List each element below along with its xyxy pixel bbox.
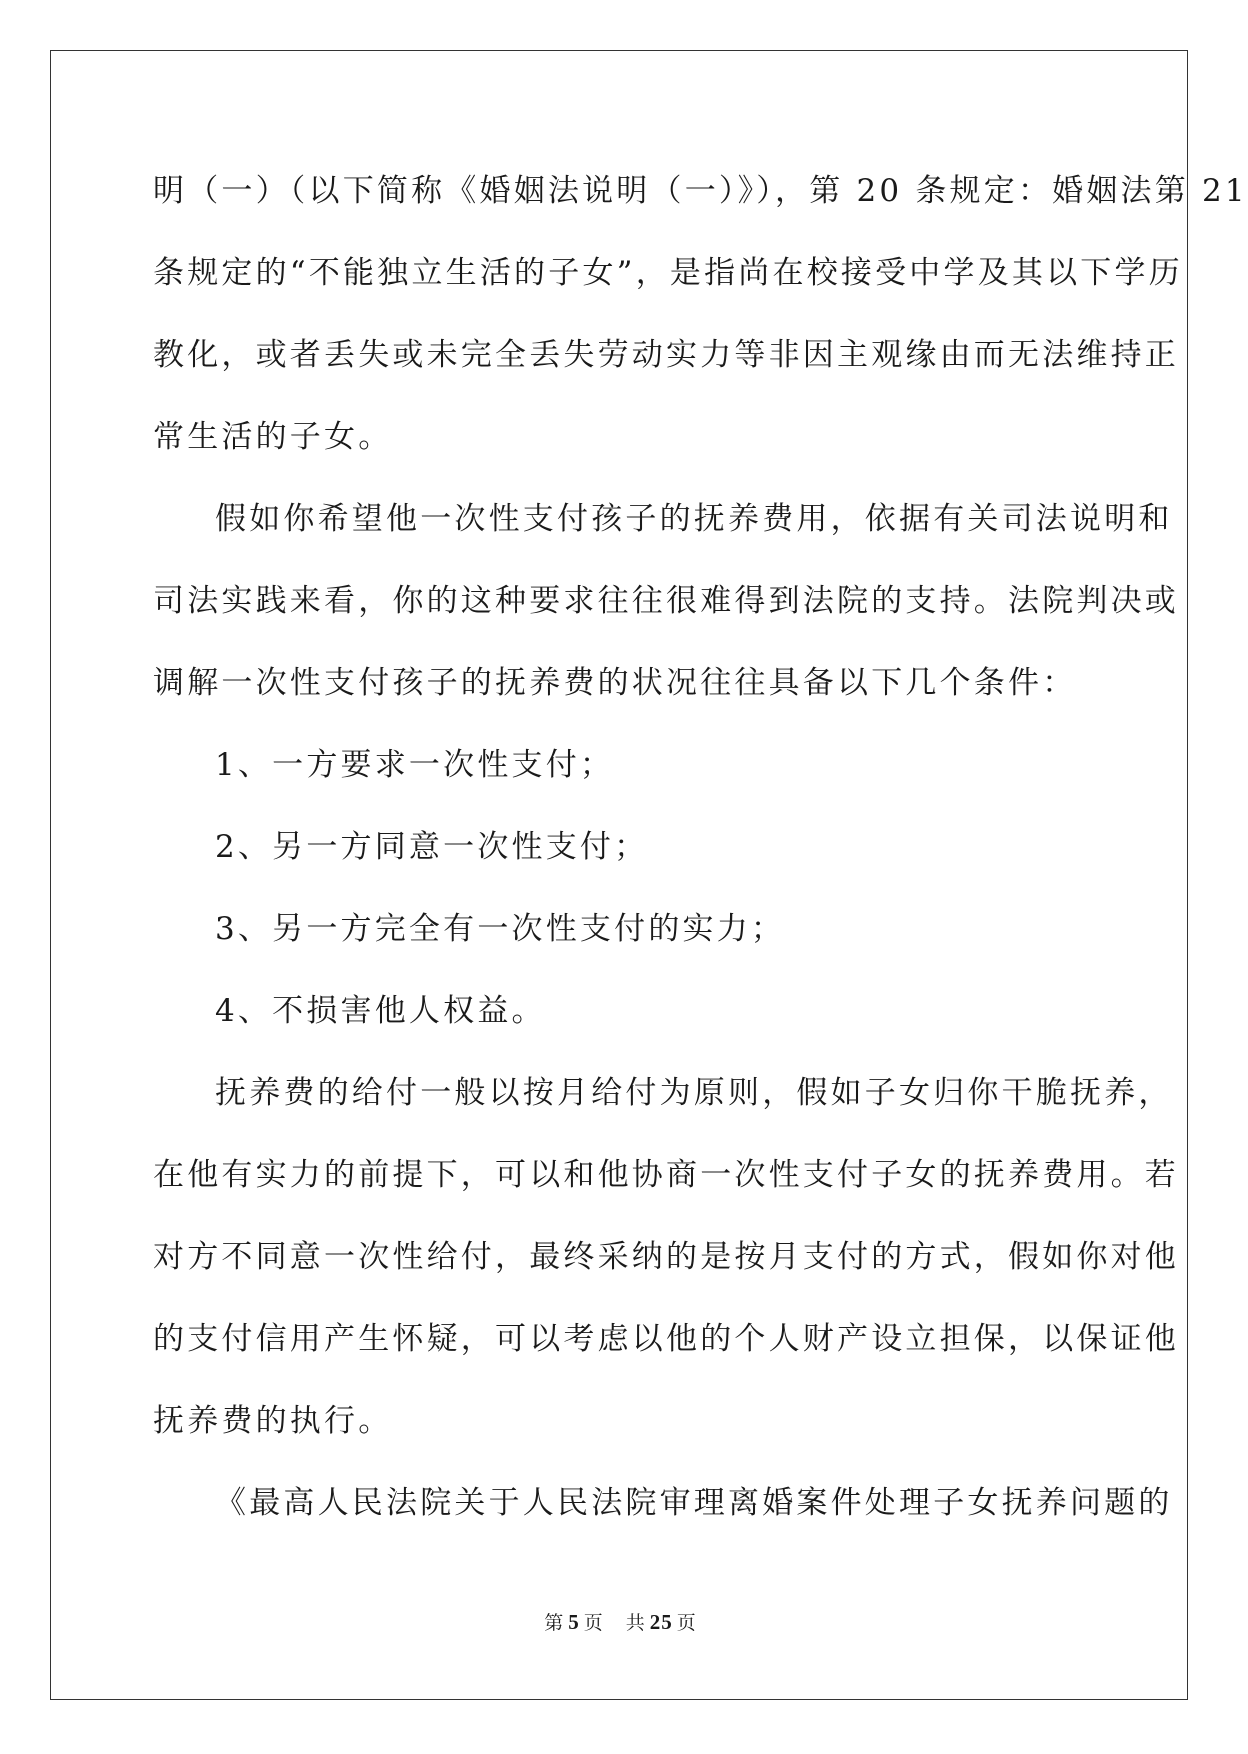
paragraph-start-line: 《最高人民法院关于人民法院审理离婚案件处理子女抚养问题的 bbox=[215, 1485, 1173, 1521]
page-prefix: 第 bbox=[544, 1612, 565, 1634]
list-item-3: 3、另一方完全有一次性支付的实力； bbox=[215, 911, 786, 947]
list-item-1: 1、一方要求一次性支付； bbox=[215, 747, 615, 783]
text-line: 条规定的“不能独立生活的子女”，是指尚在校接受中学及其以下学历 bbox=[153, 255, 1183, 291]
document-body bbox=[153, 162, 1248, 1556]
text-line: 在他有实力的前提下，可以和他协商一次性支付子女的抚养费用。若 bbox=[153, 1157, 1179, 1193]
total-suffix: 页 bbox=[676, 1612, 697, 1634]
list-item-4: 4、不损害他人权益。 bbox=[215, 993, 546, 1029]
text-line: 教化，或者丢失或未完全丢失劳动实力等非因主观缘由而无法维持正 bbox=[153, 337, 1179, 373]
page-number: 5 bbox=[568, 1610, 580, 1634]
text-line: 的支付信用产生怀疑，可以考虑以他的个人财产设立担保，以保证他 bbox=[153, 1321, 1179, 1357]
text-line: 调解一次性支付孩子的抚养费的状况往往具备以下几个条件： bbox=[153, 665, 1077, 701]
paragraph-start-line: 假如你希望他一次性支付孩子的抚养费用，依据有关司法说明和 bbox=[215, 501, 1173, 537]
total-pages: 25 bbox=[649, 1610, 673, 1634]
text-line: 抚养费的执行。 bbox=[153, 1403, 393, 1439]
page-suffix: 页 bbox=[583, 1612, 604, 1634]
text-line: 对方不同意一次性给付，最终采纳的是按月支付的方式，假如你对他 bbox=[153, 1239, 1179, 1275]
paragraph-start-line: 抚养费的给付一般以按月给付为原则，假如子女归你干脆抚养， bbox=[215, 1075, 1173, 1111]
text-line: 司法实践来看，你的这种要求往往很难得到法院的支持。法院判决或 bbox=[153, 583, 1179, 619]
page-footer bbox=[0, 1608, 1241, 1635]
total-prefix: 共 bbox=[625, 1612, 646, 1634]
text-line: 明（一）（以下简称《婚姻法说明（一）》），第 20 条规定：婚姻法第 21 bbox=[153, 173, 1248, 209]
list-item-2: 2、另一方同意一次性支付； bbox=[215, 829, 649, 865]
text-line: 常生活的子女。 bbox=[153, 419, 393, 455]
